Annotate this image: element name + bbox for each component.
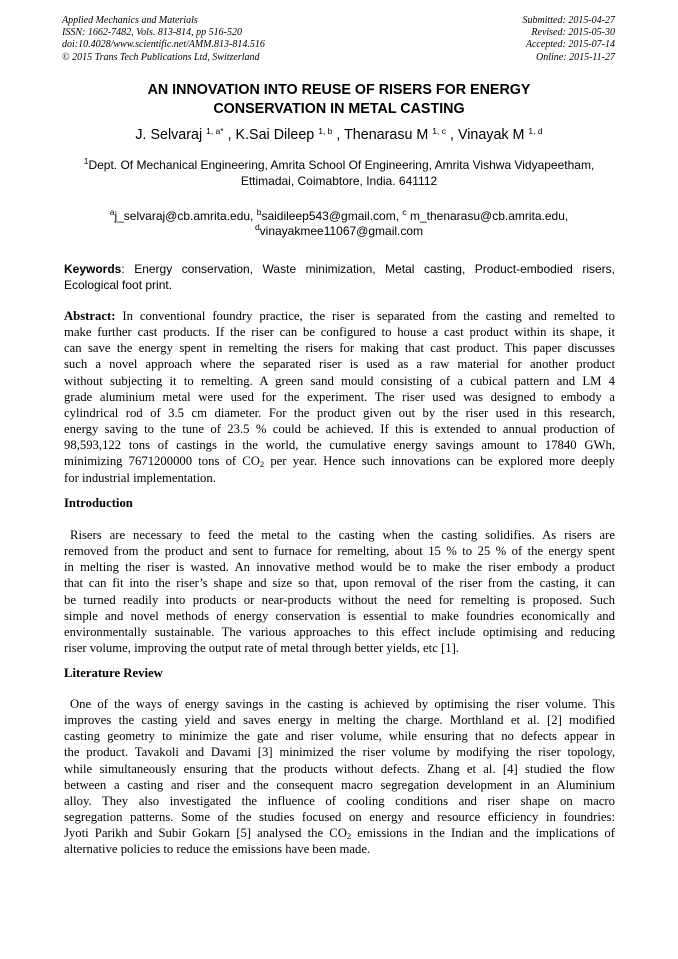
- online-date: Online: 2015-11-27: [536, 51, 615, 63]
- keywords: Keywords: Energy conservation, Waste minimization, Metal casting, Product-embodied risers, Ecological foot print.: [64, 262, 615, 292]
- paragraph-line: that can fit into the riser’s shape and size so that, upon removal of the riser from the casting, it can: [64, 576, 615, 591]
- affiliation-mark: 1: [83, 156, 89, 166]
- paragraph-line: improves the casting yield and saves energy in melting the charge. Morthland et al. [2] modified: [64, 713, 615, 728]
- abstract-line: grade aluminium metal were used for the experiment. The riser used was designed to embody a: [64, 389, 615, 404]
- author-name: J. Selvaraj: [135, 127, 203, 143]
- abstract: [64, 308, 615, 486]
- abstract-line: can save the energy spent in remelting the risers for making that cast product. This paper discusses: [64, 341, 615, 356]
- paper-title: [40, 81, 638, 119]
- subscript: 2: [259, 459, 265, 470]
- abstract-label: Abstract:: [64, 309, 116, 323]
- journal-info: [62, 15, 265, 64]
- paragraph-line: between a casting and riser and the consequent macro segregation development in an Aluminium: [64, 777, 615, 792]
- abstract-line: make further cast products. If the riser can be configured to house a cast product within its shape, it: [64, 325, 615, 340]
- accepted-date: Accepted: 2015-07-14: [525, 39, 615, 51]
- submitted-date: Submitted: 2015-04-27: [522, 15, 615, 26]
- affiliation: [40, 157, 638, 189]
- paragraph-line: simple and novel methods of energy conservation is essential to make foundries economically and: [64, 608, 615, 623]
- section-heading-literature-review: Literature Review: [64, 666, 163, 680]
- affiliation-line: Dept. Of Mechanical Engineering, Amrita School Of Engineering, Amrita Vishwa Vidyapeetham,: [88, 158, 595, 172]
- revised-date: Revised: 2015-05-30: [531, 27, 615, 39]
- abstract-line: 98,593,122 tons of castings in the world, the cumulative energy savings amount to 17840 GWh,: [64, 438, 615, 453]
- keywords-label: Keywords: [64, 262, 122, 276]
- paragraph-line: in melting the riser is wasted. An innovative method would be to make the riser embody a product: [64, 560, 615, 575]
- paragraph-line: alternative policies to reduce the emissions have been made.: [64, 842, 371, 857]
- author-name: Thenarasu M: [344, 127, 429, 143]
- abstract-line: cylindrical rod of 3.5 cm diameter. For the product given out by the riser used in this research,: [64, 405, 615, 420]
- abstract-line: minimizing 7671200000 tons of $CO_2$ per year. Hence such innovations can be explored more deeply: [64, 454, 615, 470]
- paragraph-line: removed from the product and sent to furnace for remelting, about 15 % to 25 % of the energy spent: [64, 544, 615, 559]
- author-affiliation-mark: 1, a*: [206, 126, 224, 136]
- email-mark: d: [254, 222, 260, 232]
- email-mark: a: [109, 207, 115, 217]
- paragraph-line: segregation patterns. Some of the studies focused on energy and resource efficiency in foundries:: [64, 810, 615, 825]
- journal-name: Applied Mechanics and Materials: [62, 15, 198, 26]
- paragraph-line: be turned readily into products or near-products without the need for remelting is proposed. Such: [64, 592, 615, 607]
- paragraph-line: while simultaneously ensuring that the products without defects. Zhang et al. [4] studied the flow: [64, 761, 615, 776]
- copyright-line: © 2015 Trans Tech Publications Ltd, Switzerland: [62, 51, 260, 63]
- submission-dates: [523, 15, 616, 64]
- email-link[interactable]: saidileep543@gmail.com: [261, 209, 396, 223]
- author-affiliation-mark: 1, c: [432, 126, 446, 136]
- abstract-line: such a novel approach where the separated riser is used as a raw material for another product: [64, 357, 615, 372]
- paragraph-line: environmentally sustainable. The various approaches to this effect include optimising and reducing: [64, 624, 615, 639]
- issn-line: ISSN: 1662-7482, Vols. 813-814, pp 516-520: [62, 27, 242, 39]
- introduction-paragraph: [64, 527, 615, 656]
- email-mark: b: [256, 207, 262, 217]
- author-affiliation-mark: 1, d: [528, 126, 543, 136]
- email-link[interactable]: j_selvaraj@cb.amrita.edu: [114, 209, 251, 223]
- email-link[interactable]: vinayakmee11067@gmail.com: [259, 224, 424, 238]
- paragraph-line: the product. Tavakoli and Davami [3] minimized the riser volume by modifying the riser topology,: [64, 745, 615, 760]
- paragraph-line: alloy. They also investigated the influence of cooling conditions and riser shape on macro: [64, 793, 615, 808]
- author-list: J. Selvaraj $^{1, a*}$ , K.Sai Dileep $^{1, b}$ , Thenarasu M $^{1, c}$ , Vinayak M $^{1, d}$: [135, 126, 543, 143]
- title-line: CONSERVATION IN METAL CASTING: [213, 101, 465, 117]
- author-emails: $^a$j_selvaraj@cb.amrita.edu, $^b$saidileep543@gmail.com, $^c$ m_thenarasu@cb.amrita.edu, $^d$vinayakmee11067@gmail.com: [109, 207, 569, 238]
- abstract-line: In conventional foundry practice, the riser is separated from the casting and remelted to: [122, 309, 615, 323]
- paragraph-line: casting geometry to minimize the gate and riser volume, while ensuring that no defects appear in: [64, 729, 615, 744]
- section-heading-introduction: Introduction: [64, 496, 133, 510]
- author-affiliation-mark: 1, b: [318, 126, 333, 136]
- email-mark: c: [402, 207, 407, 217]
- subscript: 2: [346, 831, 352, 842]
- paragraph-line: Risers are necessary to feed the metal to the casting when the casting solidifies. As risers are: [70, 528, 615, 542]
- abstract-line: for industrial implementation.: [64, 470, 216, 485]
- paragraph-line: riser volume, improving the output rate of metal through better yields, etc [1].: [64, 641, 459, 656]
- paragraph-line: One of the ways of energy savings in the casting is achieved by optimising the riser volume. This: [70, 697, 615, 711]
- abstract-line: without subjecting it to remelting. A green sand mould consisting of a cubical pattern and LM 4: [64, 373, 615, 388]
- author-name: Vinayak M: [457, 127, 525, 143]
- literature-paragraph: [64, 696, 615, 858]
- author-name: K.Sai Dileep: [235, 127, 315, 143]
- keywords-text: Ecological foot print.: [64, 277, 173, 292]
- doi-line: doi:10.4028/www.scientific.net/AMM.813-814.516: [62, 39, 265, 51]
- keywords-text: Energy conservation, Waste minimization, Metal casting, Product-embodied risers,: [134, 262, 615, 276]
- abstract-line: energy saving to the tune of 23.5 % could be achieved. If this is extended to annual production of: [64, 422, 615, 437]
- email-link[interactable]: m_thenarasu@cb.amrita.edu: [409, 209, 565, 223]
- affiliation-line: Ettimadai, Coimabtore, India. 641112: [240, 174, 438, 188]
- title-line: AN INNOVATION INTO REUSE OF RISERS FOR ENERGY: [147, 82, 531, 98]
- paragraph-line: Jyoti Parikh and Subir Gokarn [5] analysed the $CO_2$ emissions in the Indian and the implications of: [64, 826, 615, 842]
